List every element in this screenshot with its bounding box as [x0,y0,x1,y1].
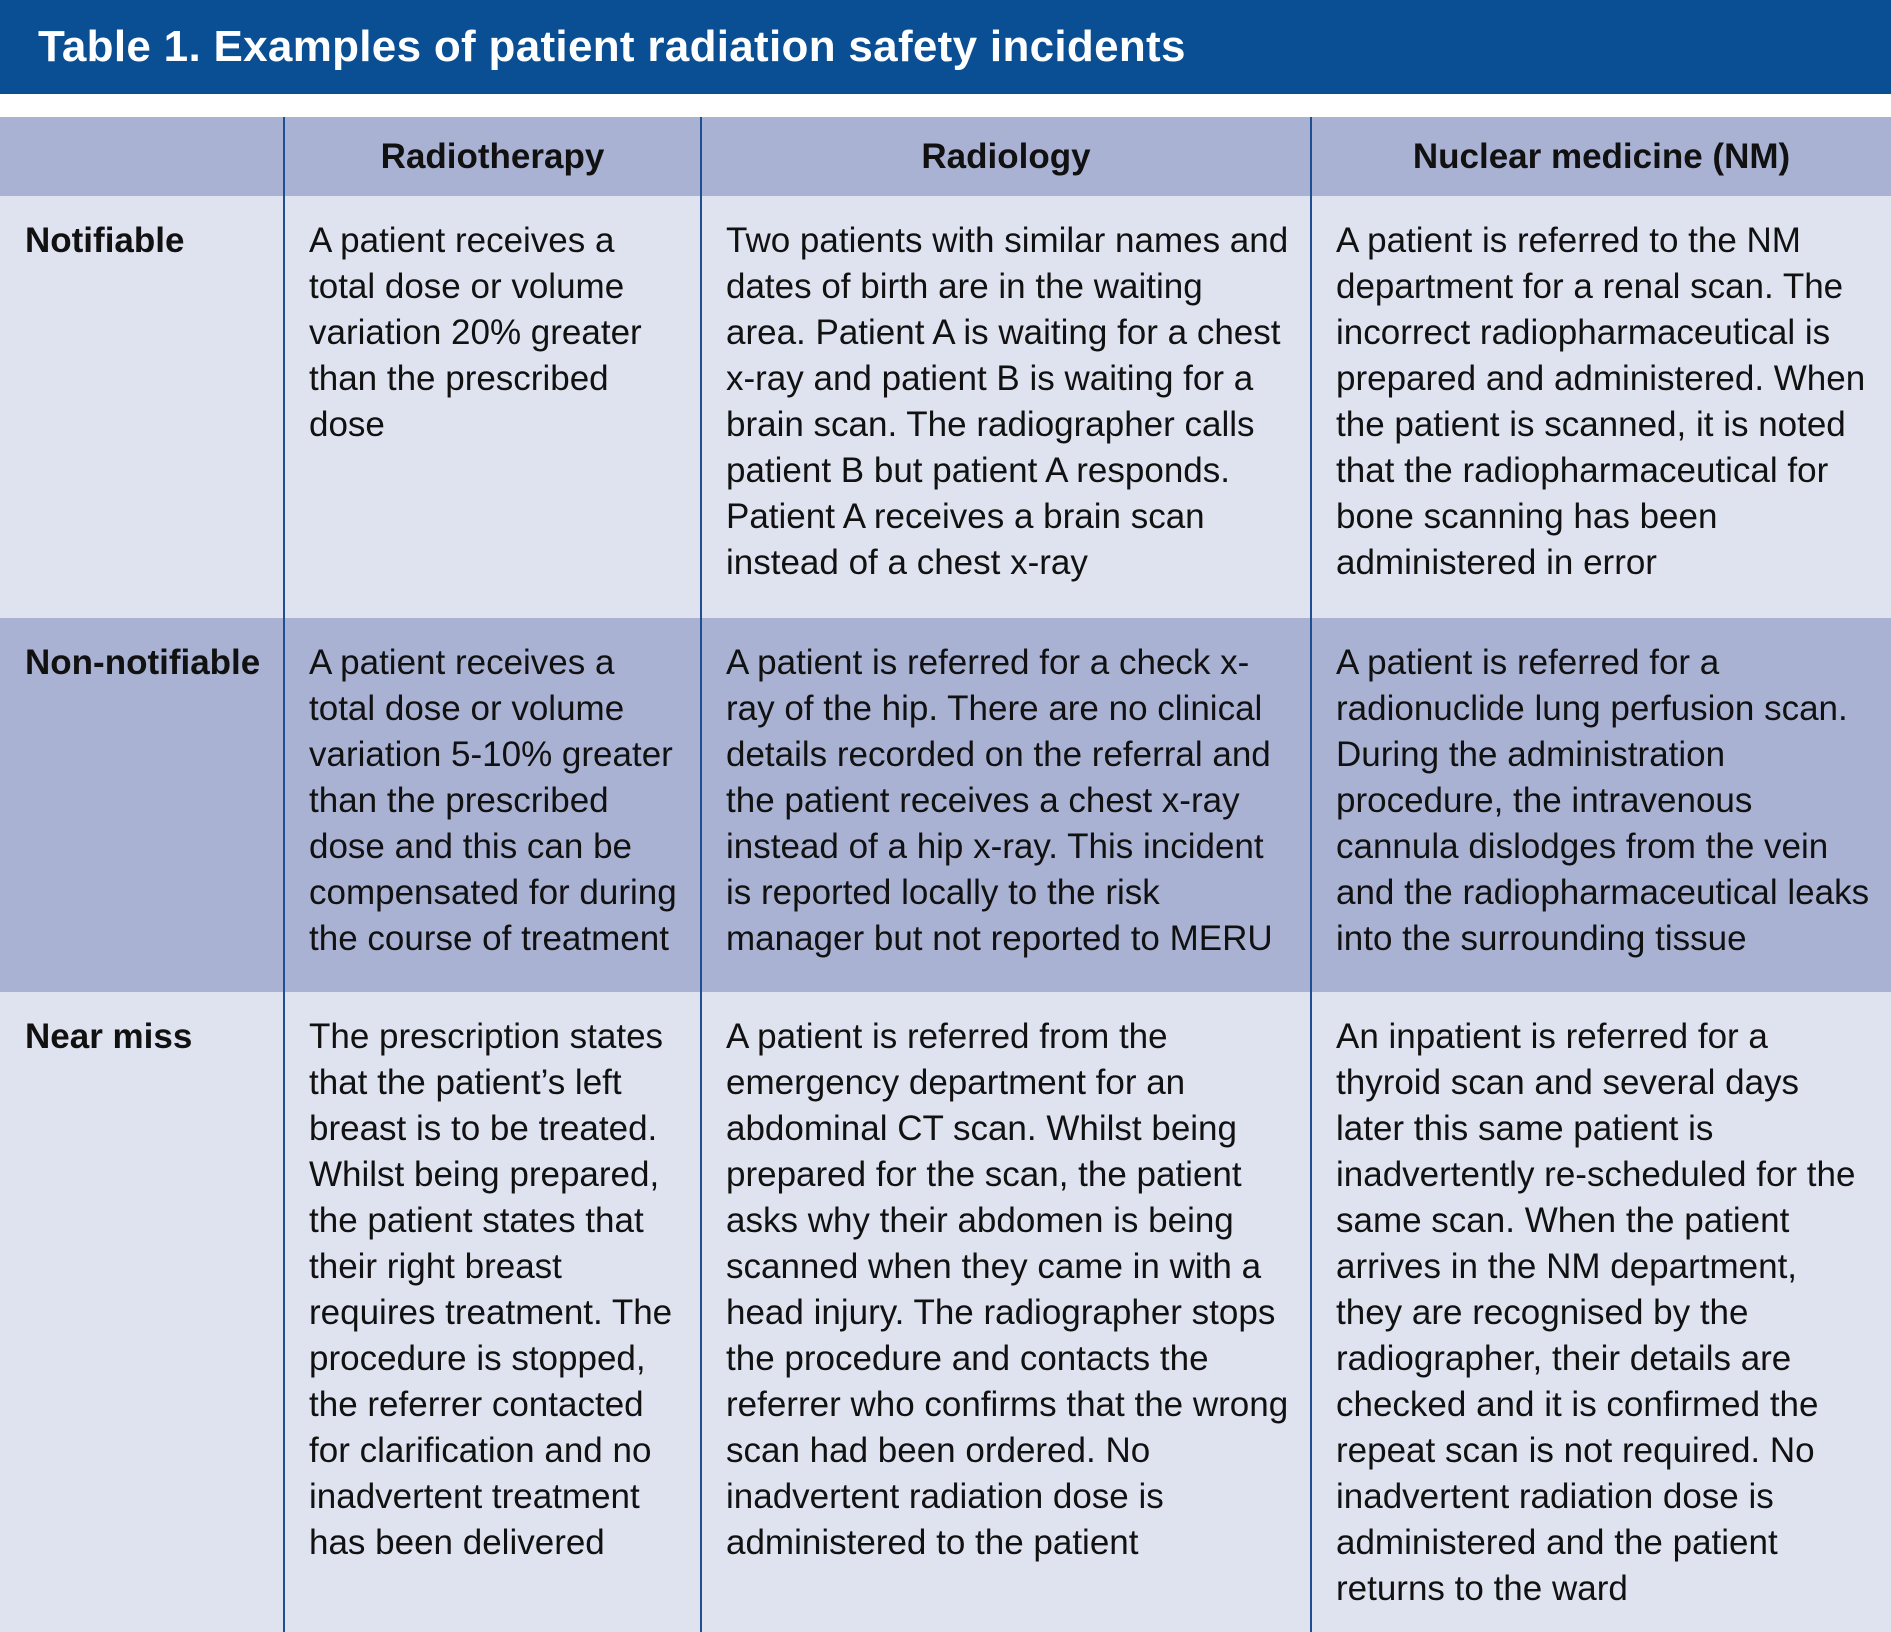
table-cell [701,992,1311,1632]
table-header [0,117,1891,196]
row-label-cell [0,196,284,618]
table-body [0,196,1891,1632]
header-radiology: Radiology [701,117,1311,196]
cell-nuclear-medicine: An inpatient is referred for a thyroid scan and several days later this same patient is inadvertently re-scheduled for the same scan. When the patient arrives in the NM department, they are recognised by the radiographer, their details are checked and it is confirmed the repeat scan is not required. No inadvertent radiation dose is administered and the patient returns to the ward [1336,1017,1856,1608]
incidents-table [0,117,1891,1632]
row-label: Notifiable [25,221,185,260]
table-title: Table 1. Examples of patient radiation safety incidents [0,0,1891,94]
cell-radiotherapy: The prescription states that the patient’s left breast is to be treated. Whilst being prepared, the patient states that their right breast requires treatment. The procedure is stopped, the referrer contacted for clarification and no inadvertent treatment has been delivered [309,1017,673,1562]
cell-radiology: A patient is referred for a check x-ray of the hip. There are no clinical details recorded on the referral and the patient receives a chest x-ray instead of a hip x-ray. This incident is reported locally to the risk manager but not reported to MERU [726,643,1273,958]
table-cell [1311,618,1891,992]
incidents-table-container [0,117,1891,1632]
table-cell [1311,196,1891,618]
row-label-cell [0,992,284,1632]
table-row-notifiable [0,196,1891,618]
table-row-non-notifiable [0,618,1891,992]
cell-nuclear-medicine: A patient is referred to the NM department for a renal scan. The incorrect radiopharmaceutical is prepared and administered. When the patient is scanned, it is noted that the radiopharmaceutical for bone scanning has been administered in error [1336,221,1866,582]
table-cell [284,196,701,618]
cell-radiology: Two patients with similar names and dates of birth are in the waiting area. Patient A is waiting for a chest x-ray and patient B is waiting for a brain scan. The radiographer calls patient B but patient A responds. Patient A receives a brain scan instead of a chest x-ray [726,221,1289,582]
row-label: Non-notifiable [25,643,261,682]
table-row-near-miss [0,992,1891,1632]
row-label-cell [0,618,284,992]
header-row [0,117,1891,196]
table-cell [701,196,1311,618]
header-corner [0,117,284,196]
table-cell [701,618,1311,992]
cell-radiotherapy: A patient receives a total dose or volume variation 20% greater than the prescribed dose [309,221,642,444]
row-label: Near miss [25,1017,193,1056]
table-cell [284,618,701,992]
table-cell [1311,992,1891,1632]
cell-radiology: A patient is referred from the emergency department for an abdominal CT scan. Whilst being prepared for the scan, the patient asks why their abdomen is being scanned when they came in with a head injury. The radiographer stops the procedure and contacts the referrer who confirms that the wrong scan had been ordered. No inadvertent radiation dose is administered to the patient [726,1017,1289,1562]
cell-radiotherapy: A patient receives a total dose or volume variation 5-10% greater than the prescribed dose and this can be compensated for during the course of treatment [309,643,677,958]
header-nuclear-medicine: Nuclear medicine (NM) [1311,117,1891,196]
header-radiotherapy: Radiotherapy [284,117,701,196]
table-cell [284,992,701,1632]
cell-nuclear-medicine: A patient is referred for a radionuclide lung perfusion scan. During the administration procedure, the intravenous cannula dislodges from the vein and the radiopharmaceutical leaks into the surrounding tissue [1336,643,1870,958]
